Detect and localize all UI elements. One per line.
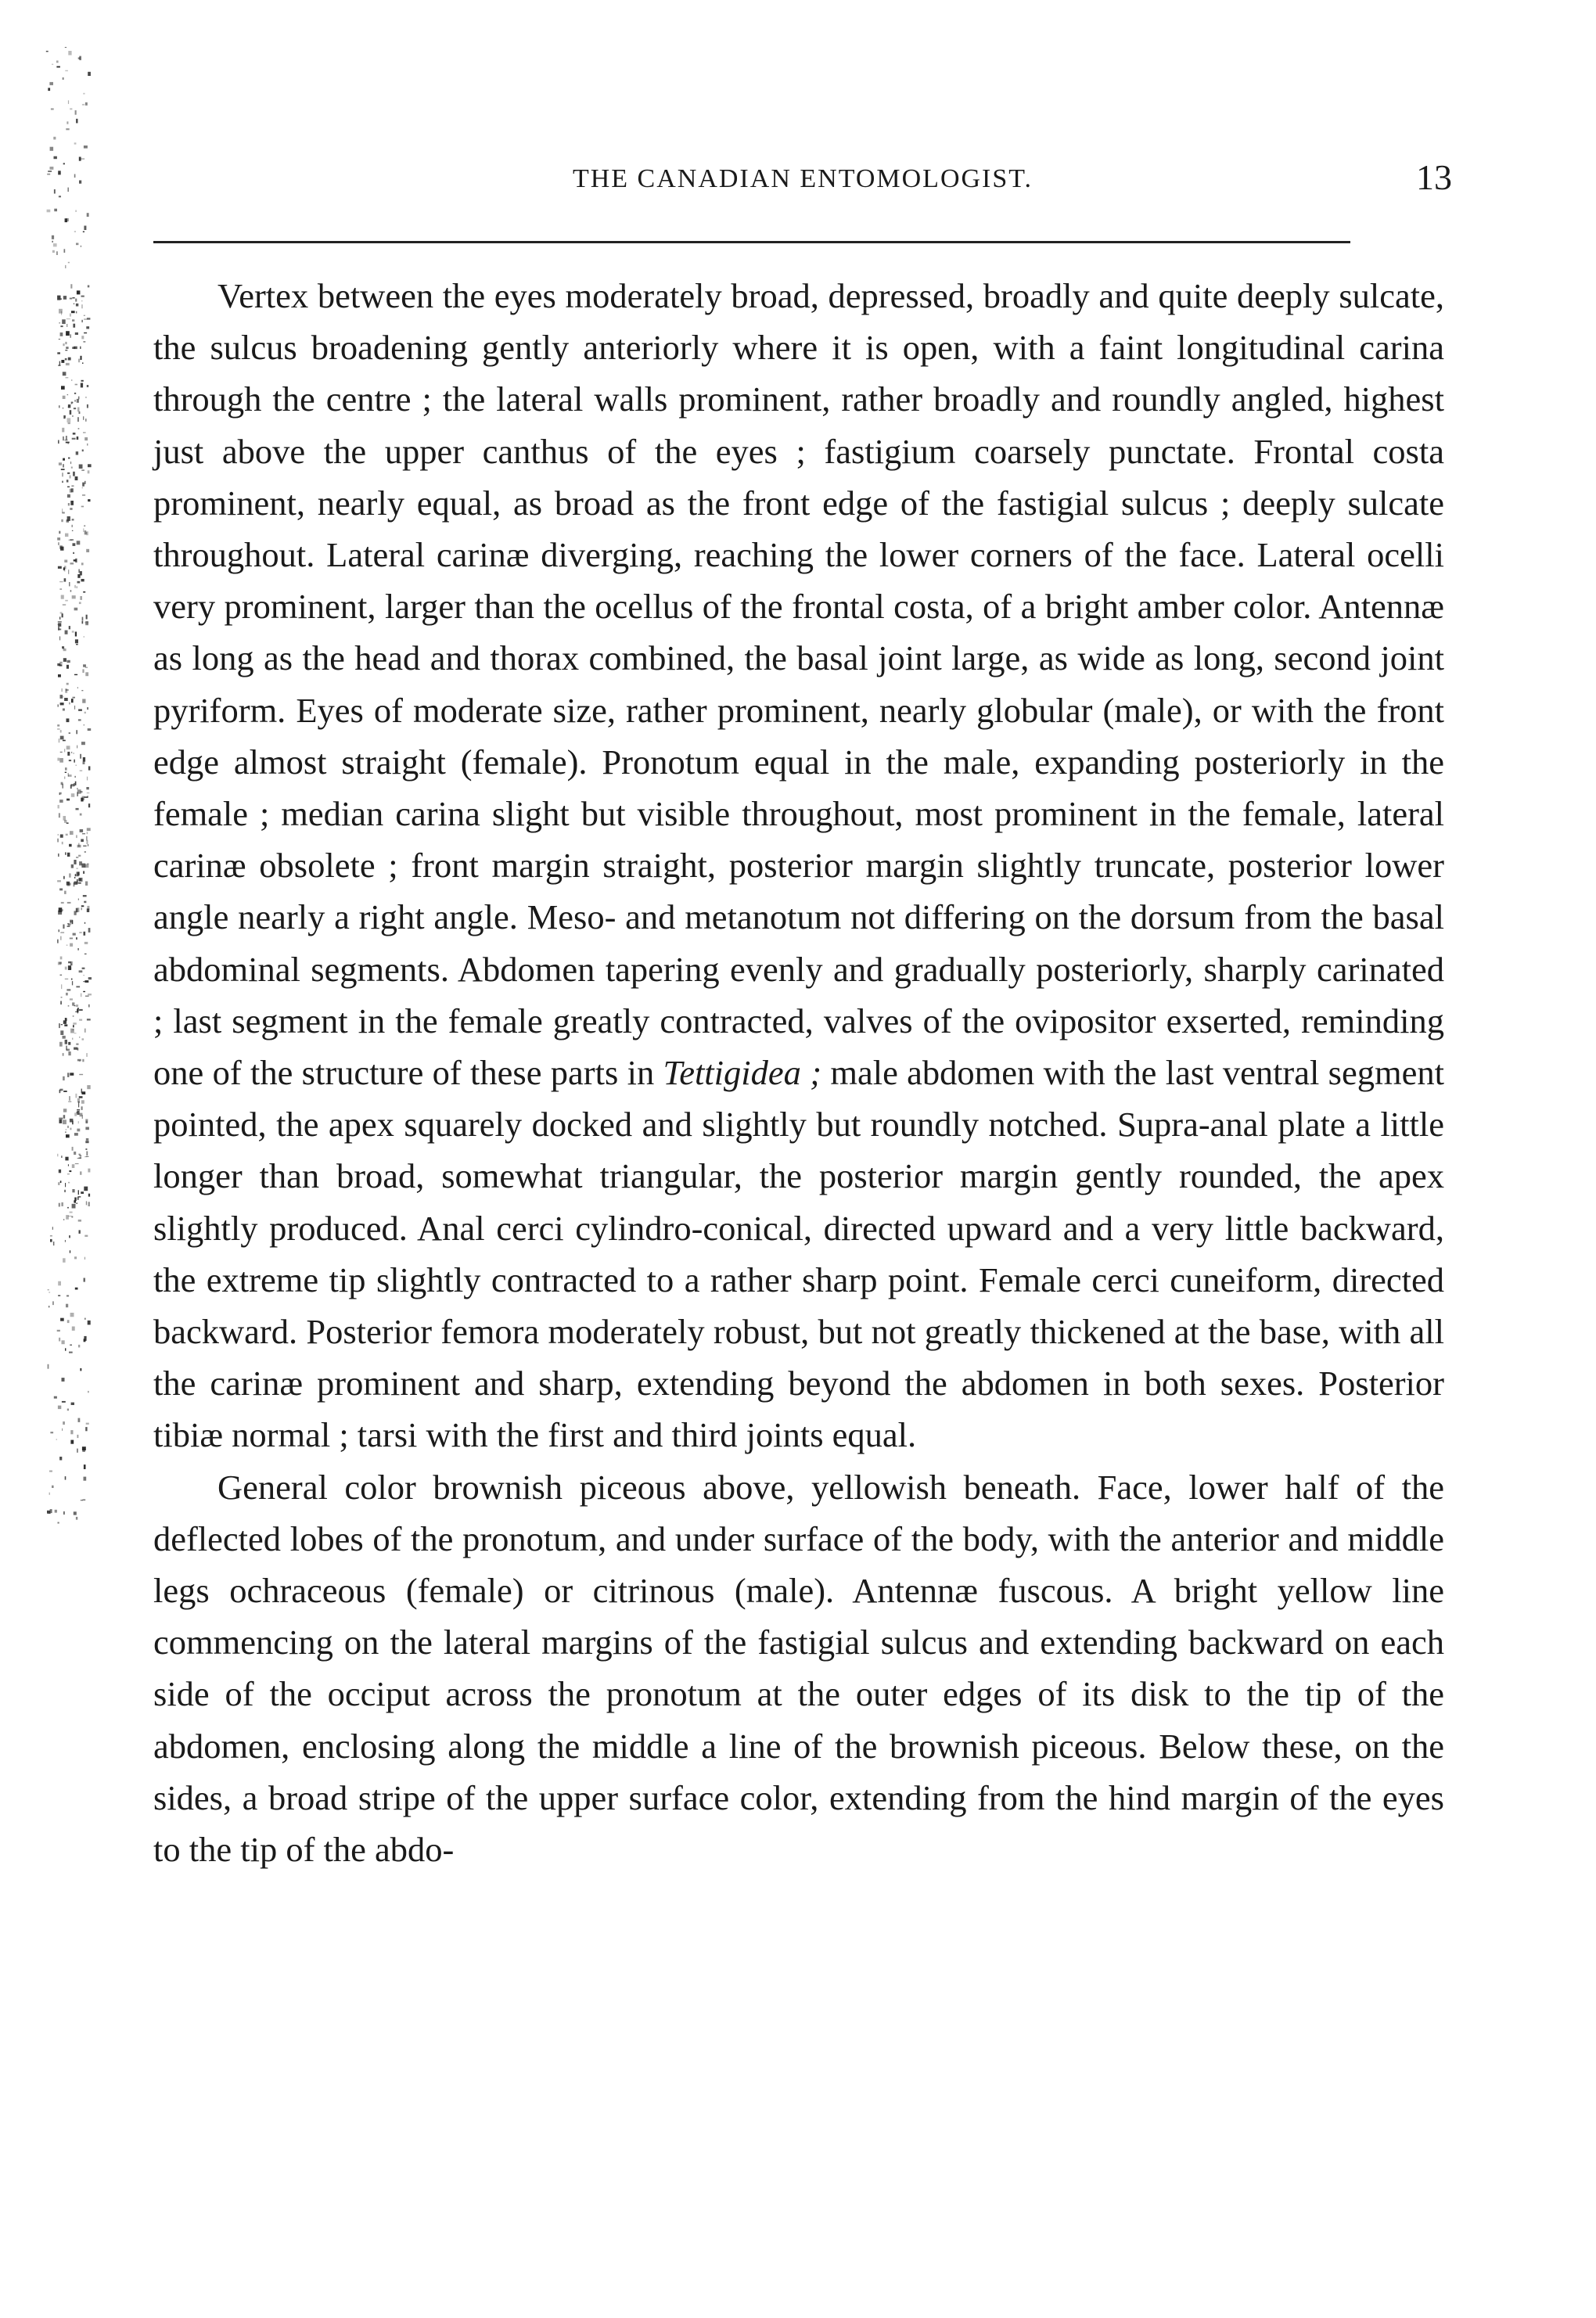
running-title: THE CANADIAN ENTOMOLOGIST.: [572, 164, 1033, 193]
running-head: [153, 156, 1452, 203]
header-rule: [153, 241, 1350, 243]
body-text: [153, 270, 1444, 1875]
paragraph-color: General color brownish piceous above, yellowish beneath. Face, lower half of the deflected lobes of the pronotum, and under surface of the body, with the anterior and middle legs ochraceous (female) or citrinous (male). Antennæ fuscous. A bright yellow line commencing on the lateral margins of the fastigial sulcus and extending backward on each side of the occiput across the pronotum at the outer edges of its disk to the tip of the abdomen, enclosing along the middle a line of the brownish piceous. Below these, on the sides, a broad stripe of the upper surface color, extending from the hind margin of the eyes to the tip of the abdo-: [153, 1467, 1444, 1870]
paragraph-text: Vertex between the eyes moderately broad, depressed, broadly and quite deeply sulcate, the sulcus broadening gently anteriorly where it is open, with a faint longitudinal carina through the centre ; the lateral walls prominent, rather broadly and roundly angled, highest just above the upper canthus of the eyes ; fastigium coarsely punctate. Frontal costa prominent, nearly equal, as broad as the front edge of the fastigial sulcus ; deeply sulcate throughout. Lateral carinæ diverging, reaching the lower corners of the face. Lateral ocelli very prominent, larger than the ocellus of the frontal costa, of a bright amber color. Antennæ as long as the head and thorax combined, the basal joint large, as wide as long, second joint pyriform. Eyes of moderate size, rather prominent, nearly globular (male), or with the front edge almost straight (female). Pronotum equal in the male, expanding posteriorly in the female ; median carina slight but visible throughout, most prominent in the female, lateral carinæ obsolete ; front margin straight, posterior margin slightly truncate, posterior lower angle nearly a right angle. Meso- and metanotum not differing on the dorsum from the basal abdominal segments. Abdomen tapering evenly and gradually posteriorly, sharply carinated ; last segment in the female greatly contracted, valves of the ovipositor exserted, reminding one of the structure of these parts in: [153, 276, 1444, 1093]
binding-edge-speckle: [38, 47, 100, 1533]
genus-name: Tettigidea ;: [663, 1053, 822, 1093]
paragraph-text: male abdomen with the last ventral segment pointed, the apex squarely docked and slightly but roundly notched. Supra-anal plate a little longer than broad, somewhat triangular, the posterior margin gently rounded, the apex slightly produced. Anal cerci cylindro-conical, directed upward and a very little backward, the extreme tip slightly contracted to a rather sharp point. Female cerci cuneiform, directed backward. Posterior femora moderately robust, but not greatly thickened at the base, with all the carinæ prominent and sharp, extending beyond the abdomen in both sexes. Posterior tibiæ normal ; tarsi with the first and third joints equal.: [153, 1053, 1444, 1455]
page-number: 13: [1416, 157, 1452, 197]
paragraph-description: [153, 270, 1444, 1461]
